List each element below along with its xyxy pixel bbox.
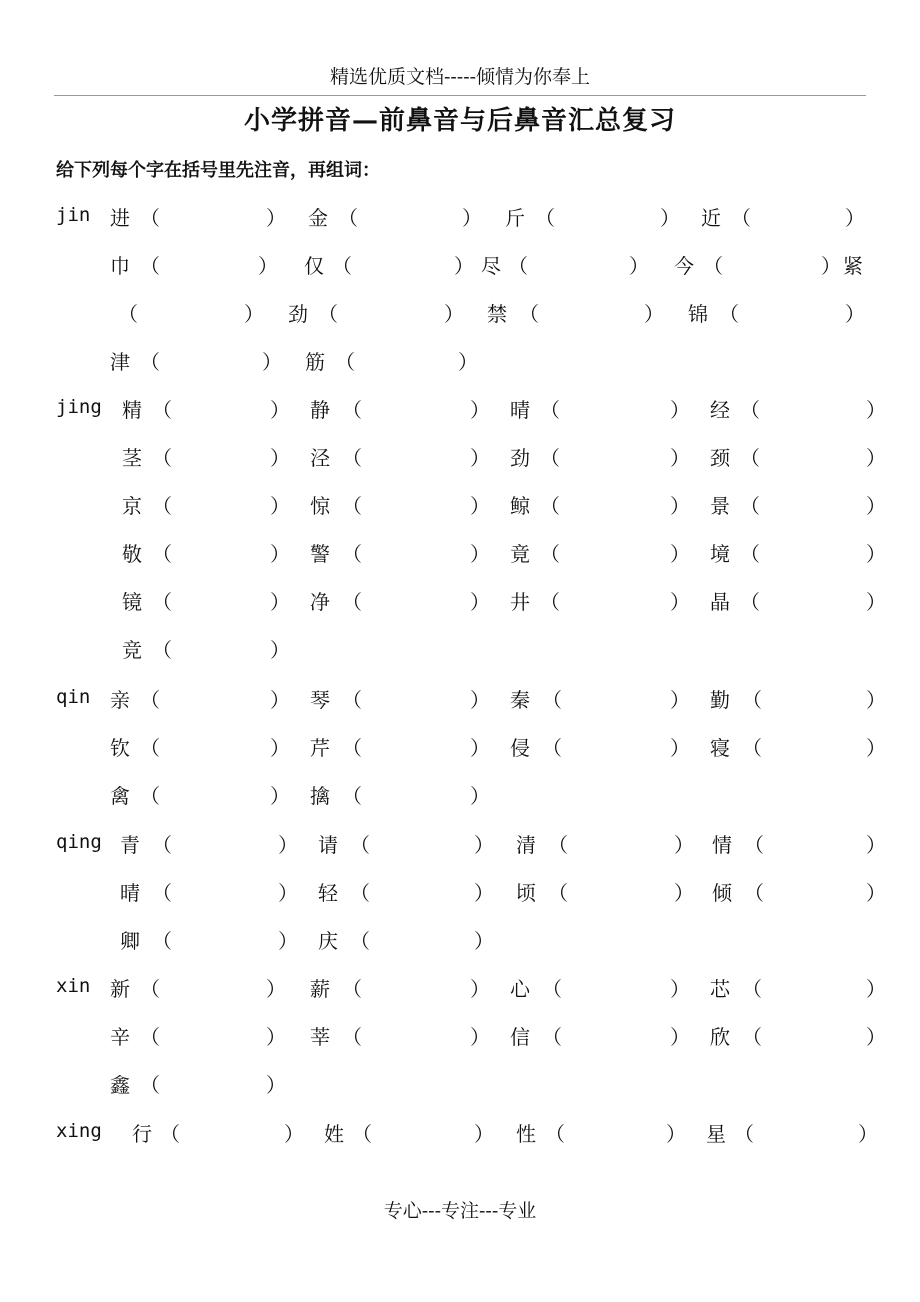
character: 星 bbox=[706, 1122, 726, 1146]
answer-blank-open: （ bbox=[140, 977, 160, 1001]
answer-blank-open: （ bbox=[352, 1122, 372, 1146]
answer-blank-close: ） bbox=[660, 206, 680, 230]
exercise-row bbox=[0, 538, 920, 568]
character: 信 bbox=[510, 1025, 530, 1049]
character: 顷 bbox=[516, 881, 536, 905]
answer-blank-close: ） bbox=[474, 929, 494, 953]
character: 警 bbox=[310, 542, 330, 566]
character: 颈 bbox=[710, 446, 730, 470]
character: 京 bbox=[122, 494, 142, 518]
character: 请 bbox=[318, 833, 338, 857]
character: 茎 bbox=[122, 446, 142, 470]
answer-blank-close: ） bbox=[270, 542, 290, 566]
character: 静 bbox=[310, 398, 330, 422]
answer-blank-close: ） bbox=[474, 1122, 494, 1146]
character: 巾 bbox=[110, 254, 130, 278]
answer-blank-open: （ bbox=[740, 398, 760, 422]
character: 近 bbox=[701, 206, 721, 230]
character: 津 bbox=[110, 350, 130, 374]
exercise-row bbox=[0, 250, 920, 280]
answer-blank-open: （ bbox=[342, 398, 362, 422]
answer-blank-close: ） bbox=[262, 350, 282, 374]
answer-blank-open: （ bbox=[350, 881, 370, 905]
character: 今 bbox=[674, 254, 694, 278]
character: 欣 bbox=[710, 1025, 730, 1049]
exercise-row bbox=[0, 973, 920, 1003]
answer-blank-close: ） bbox=[470, 446, 490, 470]
answer-blank-close: ） bbox=[470, 398, 490, 422]
character: 秦 bbox=[510, 688, 530, 712]
answer-blank-close: ） bbox=[470, 1025, 490, 1049]
answer-blank-open: （ bbox=[152, 494, 172, 518]
character: 竟 bbox=[510, 542, 530, 566]
character: 薪 bbox=[310, 977, 330, 1001]
exercise-row bbox=[0, 202, 920, 232]
answer-blank-close: ） bbox=[270, 494, 290, 518]
answer-blank-open: （ bbox=[342, 1025, 362, 1049]
answer-blank-close: ） bbox=[866, 542, 886, 566]
answer-blank-close: ） bbox=[670, 736, 690, 760]
answer-blank-open: （ bbox=[719, 302, 739, 326]
answer-blank-open: （ bbox=[140, 254, 160, 278]
answer-blank-close: ） bbox=[270, 590, 290, 614]
answer-blank-open: （ bbox=[548, 833, 568, 857]
answer-blank-open: （ bbox=[703, 254, 723, 278]
answer-blank-open: （ bbox=[519, 302, 539, 326]
character: 进 bbox=[110, 206, 130, 230]
exercise-row bbox=[0, 490, 920, 520]
character: 禽 bbox=[110, 784, 130, 808]
answer-blank-close: ） bbox=[470, 542, 490, 566]
answer-blank-open: （ bbox=[342, 977, 362, 1001]
answer-blank-close: ） bbox=[670, 542, 690, 566]
answer-blank-close: ） bbox=[270, 736, 290, 760]
character: 禁 bbox=[487, 302, 507, 326]
answer-blank-open: （ bbox=[342, 688, 362, 712]
answer-blank-close: ） bbox=[866, 977, 886, 1001]
answer-blank-open: （ bbox=[742, 977, 762, 1001]
character: 景 bbox=[710, 494, 730, 518]
answer-blank-open: （ bbox=[140, 784, 160, 808]
character: 清 bbox=[516, 833, 536, 857]
answer-blank-close: ） bbox=[454, 254, 474, 278]
answer-blank-open: （ bbox=[118, 302, 138, 326]
character: 紧 bbox=[843, 254, 863, 278]
answer-blank-close: ） bbox=[258, 254, 278, 278]
character: 勤 bbox=[710, 688, 730, 712]
character: 轻 bbox=[318, 881, 338, 905]
answer-blank-close: ） bbox=[278, 881, 298, 905]
character: 侵 bbox=[510, 736, 530, 760]
answer-blank-close: ） bbox=[284, 1122, 304, 1146]
character: 晴 bbox=[120, 881, 140, 905]
answer-blank-open: （ bbox=[160, 1122, 180, 1146]
answer-blank-close: ） bbox=[266, 977, 286, 1001]
exercise-row bbox=[0, 298, 920, 328]
character: 鑫 bbox=[110, 1073, 130, 1097]
answer-blank-open: （ bbox=[140, 206, 160, 230]
character: 芹 bbox=[310, 736, 330, 760]
answer-blank-open: （ bbox=[542, 688, 562, 712]
character: 倾 bbox=[712, 881, 732, 905]
answer-blank-close: ） bbox=[244, 302, 264, 326]
exercise-row bbox=[0, 442, 920, 472]
answer-blank-open: （ bbox=[332, 254, 352, 278]
answer-blank-close: ） bbox=[278, 833, 298, 857]
character: 心 bbox=[510, 977, 530, 1001]
answer-blank-open: （ bbox=[744, 833, 764, 857]
answer-blank-open: （ bbox=[152, 638, 172, 662]
exercise-row bbox=[0, 394, 920, 424]
answer-blank-close: ） bbox=[666, 1122, 686, 1146]
answer-blank-close: ） bbox=[470, 590, 490, 614]
answer-blank-open: （ bbox=[140, 1025, 160, 1049]
character: 斤 bbox=[505, 206, 525, 230]
answer-blank-open: （ bbox=[740, 446, 760, 470]
answer-blank-open: （ bbox=[335, 350, 355, 374]
answer-blank-open: （ bbox=[744, 881, 764, 905]
answer-blank-open: （ bbox=[540, 590, 560, 614]
answer-blank-open: （ bbox=[508, 254, 528, 278]
page-header: 精选优质文档-----倾情为你奉上 bbox=[329, 66, 591, 88]
character: 敬 bbox=[122, 542, 142, 566]
answer-blank-open: （ bbox=[740, 494, 760, 518]
answer-blank-close: ） bbox=[470, 977, 490, 1001]
pinyin-label: xing bbox=[56, 1120, 102, 1142]
character: 青 bbox=[120, 833, 140, 857]
page-footer: 专心---专注---专业 bbox=[383, 1200, 537, 1222]
character: 仅 bbox=[304, 254, 324, 278]
character: 尽 bbox=[481, 254, 501, 278]
answer-blank-close: ） bbox=[845, 206, 865, 230]
pinyin-label: qing bbox=[56, 831, 102, 853]
answer-blank-close: ） bbox=[866, 446, 886, 470]
character: 庆 bbox=[318, 929, 338, 953]
answer-blank-close: ） bbox=[644, 302, 664, 326]
exercise-row bbox=[0, 1118, 920, 1148]
answer-blank-open: （ bbox=[548, 881, 568, 905]
answer-blank-open: （ bbox=[342, 736, 362, 760]
answer-blank-open: （ bbox=[318, 302, 338, 326]
answer-blank-close: ） bbox=[470, 494, 490, 518]
character: 新 bbox=[110, 977, 130, 1001]
character: 井 bbox=[510, 590, 530, 614]
answer-blank-open: （ bbox=[742, 688, 762, 712]
answer-blank-close: ） bbox=[470, 736, 490, 760]
answer-blank-open: （ bbox=[140, 350, 160, 374]
character: 卿 bbox=[120, 929, 140, 953]
exercise-row bbox=[0, 684, 920, 714]
character: 劲 bbox=[288, 302, 308, 326]
exercise-row bbox=[0, 1021, 920, 1051]
answer-blank-close: ） bbox=[866, 1025, 886, 1049]
answer-blank-close: ） bbox=[629, 254, 649, 278]
answer-blank-close: ） bbox=[866, 688, 886, 712]
character: 鲸 bbox=[510, 494, 530, 518]
answer-blank-open: （ bbox=[140, 688, 160, 712]
answer-blank-close: ） bbox=[670, 398, 690, 422]
answer-blank-open: （ bbox=[342, 590, 362, 614]
answer-blank-close: ） bbox=[474, 881, 494, 905]
answer-blank-open: （ bbox=[540, 494, 560, 518]
answer-blank-open: （ bbox=[152, 446, 172, 470]
character: 境 bbox=[710, 542, 730, 566]
answer-blank-open: （ bbox=[152, 929, 172, 953]
answer-blank-close: ） bbox=[670, 1025, 690, 1049]
instruction-text: 给下列每个字在括号里先注音，再组词： bbox=[56, 160, 380, 181]
pinyin-label: xin bbox=[56, 975, 91, 997]
answer-blank-open: （ bbox=[152, 542, 172, 566]
character: 钦 bbox=[110, 736, 130, 760]
answer-blank-open: （ bbox=[740, 590, 760, 614]
character: 寝 bbox=[710, 736, 730, 760]
answer-blank-close: ） bbox=[266, 206, 286, 230]
character: 镜 bbox=[122, 590, 142, 614]
pinyin-label: qin bbox=[56, 686, 91, 708]
exercise-row bbox=[0, 780, 920, 810]
answer-blank-close: ） bbox=[470, 688, 490, 712]
character: 净 bbox=[310, 590, 330, 614]
answer-blank-open: （ bbox=[342, 784, 362, 808]
answer-blank-open: （ bbox=[350, 833, 370, 857]
exercise-row bbox=[0, 829, 920, 859]
answer-blank-close: ） bbox=[866, 881, 886, 905]
answer-blank-close: ） bbox=[278, 929, 298, 953]
pinyin-label: jin bbox=[56, 204, 91, 226]
character: 姓 bbox=[324, 1122, 344, 1146]
pinyin-label: jing bbox=[56, 396, 102, 418]
character: 性 bbox=[516, 1122, 536, 1146]
character: 行 bbox=[132, 1122, 152, 1146]
character: 精 bbox=[122, 398, 142, 422]
answer-blank-open: （ bbox=[740, 542, 760, 566]
answer-blank-close: ） bbox=[670, 446, 690, 470]
character: 金 bbox=[308, 206, 328, 230]
character: 芯 bbox=[710, 977, 730, 1001]
exercise-row bbox=[0, 925, 920, 955]
character: 竞 bbox=[122, 638, 142, 662]
character: 晴 bbox=[510, 398, 530, 422]
answer-blank-close: ） bbox=[821, 254, 841, 278]
answer-blank-open: （ bbox=[742, 736, 762, 760]
answer-blank-close: ） bbox=[462, 206, 482, 230]
answer-blank-open: （ bbox=[540, 542, 560, 566]
answer-blank-open: （ bbox=[542, 736, 562, 760]
answer-blank-close: ） bbox=[474, 833, 494, 857]
character: 擒 bbox=[310, 784, 330, 808]
answer-blank-close: ） bbox=[858, 1122, 878, 1146]
answer-blank-close: ） bbox=[266, 1025, 286, 1049]
exercise-row bbox=[0, 732, 920, 762]
character: 辛 bbox=[110, 1025, 130, 1049]
answer-blank-close: ） bbox=[270, 688, 290, 712]
answer-blank-open: （ bbox=[342, 446, 362, 470]
answer-blank-open: （ bbox=[152, 881, 172, 905]
answer-blank-open: （ bbox=[152, 398, 172, 422]
character: 经 bbox=[710, 398, 730, 422]
exercise-row bbox=[0, 586, 920, 616]
answer-blank-close: ） bbox=[674, 833, 694, 857]
page-title: 小学拼音—前鼻音与后鼻音汇总复习 bbox=[243, 106, 676, 136]
answer-blank-open: （ bbox=[540, 398, 560, 422]
answer-blank-close: ） bbox=[270, 446, 290, 470]
answer-blank-open: （ bbox=[338, 206, 358, 230]
answer-blank-open: （ bbox=[540, 446, 560, 470]
answer-blank-open: （ bbox=[350, 929, 370, 953]
answer-blank-close: ） bbox=[670, 494, 690, 518]
exercise-row bbox=[0, 346, 920, 376]
answer-blank-close: ） bbox=[444, 302, 464, 326]
answer-blank-close: ） bbox=[670, 688, 690, 712]
answer-blank-close: ） bbox=[458, 350, 478, 374]
answer-blank-open: （ bbox=[742, 1025, 762, 1049]
exercise-row bbox=[0, 1069, 920, 1099]
exercise-row bbox=[0, 877, 920, 907]
character: 惊 bbox=[310, 494, 330, 518]
answer-blank-close: ） bbox=[670, 977, 690, 1001]
answer-blank-open: （ bbox=[152, 590, 172, 614]
answer-blank-open: （ bbox=[342, 494, 362, 518]
character: 莘 bbox=[310, 1025, 330, 1049]
exercise-row bbox=[0, 634, 920, 664]
answer-blank-open: （ bbox=[731, 206, 751, 230]
answer-blank-open: （ bbox=[542, 1025, 562, 1049]
character: 劲 bbox=[510, 446, 530, 470]
character: 泾 bbox=[310, 446, 330, 470]
answer-blank-close: ） bbox=[674, 881, 694, 905]
character: 亲 bbox=[110, 688, 130, 712]
answer-blank-open: （ bbox=[542, 977, 562, 1001]
character: 琴 bbox=[310, 688, 330, 712]
answer-blank-close: ） bbox=[270, 398, 290, 422]
answer-blank-open: （ bbox=[152, 833, 172, 857]
character: 锦 bbox=[688, 302, 708, 326]
character: 情 bbox=[712, 833, 732, 857]
answer-blank-close: ） bbox=[270, 638, 290, 662]
answer-blank-open: （ bbox=[734, 1122, 754, 1146]
answer-blank-close: ） bbox=[845, 302, 865, 326]
answer-blank-close: ） bbox=[470, 784, 490, 808]
answer-blank-open: （ bbox=[545, 1122, 565, 1146]
answer-blank-close: ） bbox=[866, 494, 886, 518]
answer-blank-open: （ bbox=[140, 1073, 160, 1097]
answer-blank-close: ） bbox=[866, 398, 886, 422]
answer-blank-open: （ bbox=[342, 542, 362, 566]
answer-blank-close: ） bbox=[866, 736, 886, 760]
answer-blank-close: ） bbox=[266, 1073, 286, 1097]
answer-blank-close: ） bbox=[670, 590, 690, 614]
character: 晶 bbox=[710, 590, 730, 614]
answer-blank-close: ） bbox=[866, 833, 886, 857]
answer-blank-close: ） bbox=[866, 590, 886, 614]
answer-blank-close: ） bbox=[270, 784, 290, 808]
answer-blank-open: （ bbox=[140, 736, 160, 760]
answer-blank-open: （ bbox=[535, 206, 555, 230]
character: 筋 bbox=[305, 350, 325, 374]
